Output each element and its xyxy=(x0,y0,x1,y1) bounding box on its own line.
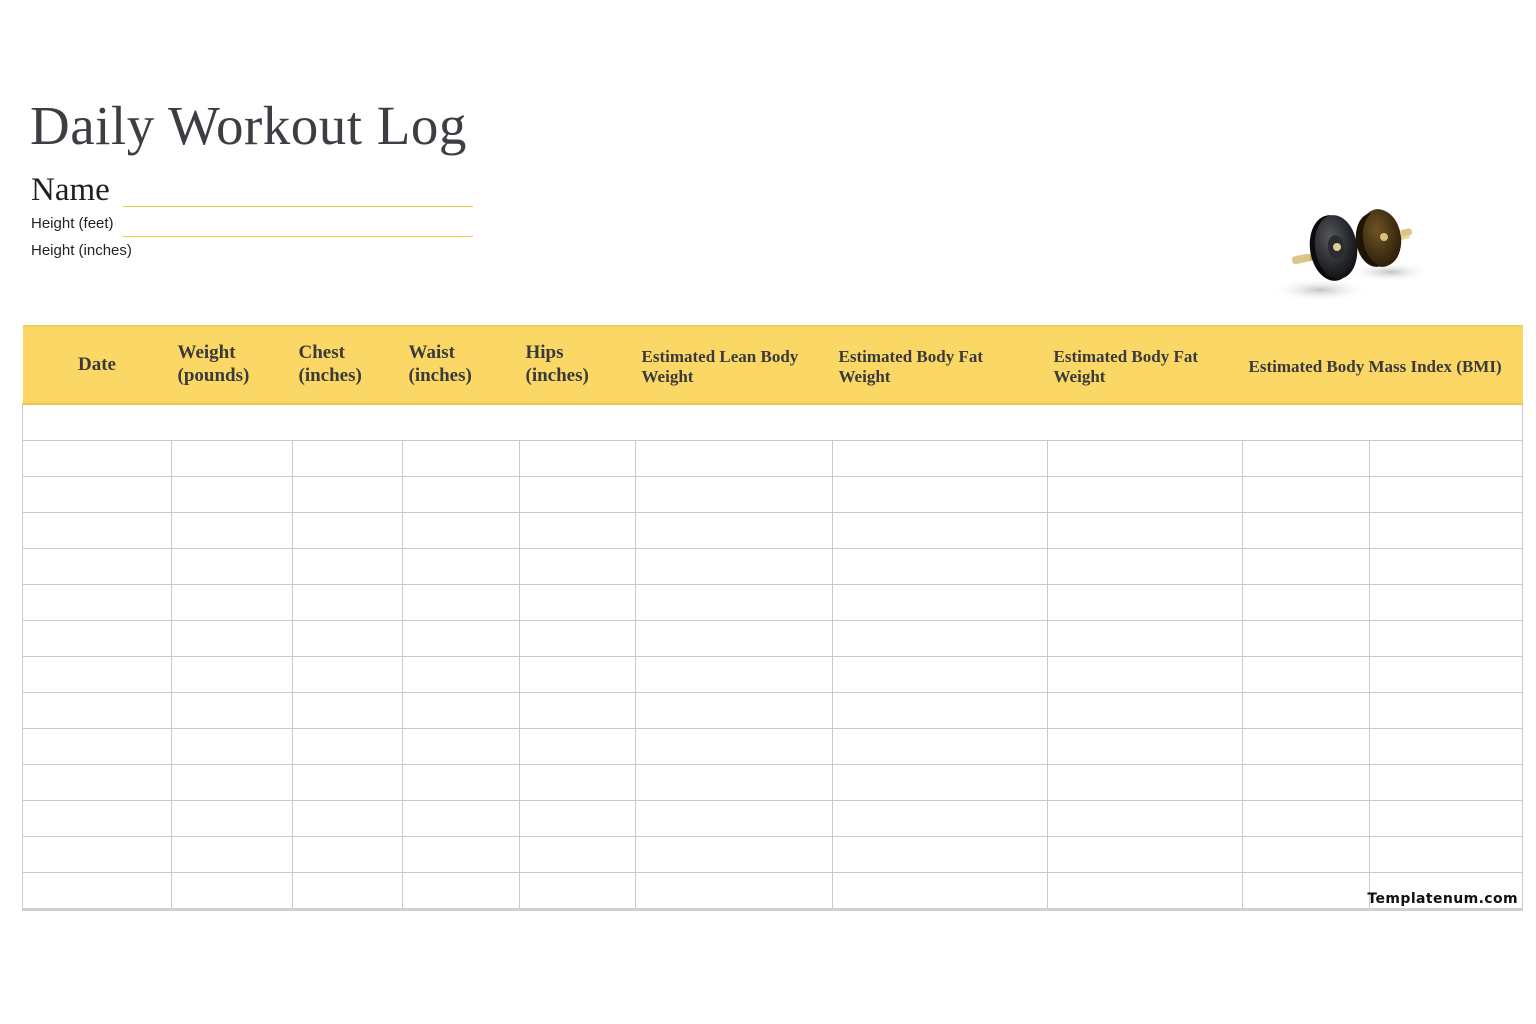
height-feet-field[interactable] xyxy=(123,236,473,237)
table-cell[interactable] xyxy=(833,801,1048,837)
table-cell[interactable] xyxy=(520,765,636,801)
table-cell[interactable] xyxy=(1243,693,1370,729)
table-cell[interactable] xyxy=(1243,657,1370,693)
column-header-body-fat-weight-2: Estimated Body Fat Weight xyxy=(1048,326,1243,404)
name-field[interactable] xyxy=(123,206,473,207)
table-cell[interactable] xyxy=(403,837,520,873)
table-cell[interactable] xyxy=(833,657,1048,693)
table-cell[interactable] xyxy=(403,477,520,513)
table-cell[interactable] xyxy=(403,549,520,585)
table-cell[interactable] xyxy=(520,837,636,873)
table-cell[interactable] xyxy=(1243,477,1370,513)
table-cell[interactable] xyxy=(172,477,293,513)
table-row xyxy=(23,729,1523,765)
table-cell[interactable] xyxy=(636,657,833,693)
table-cell[interactable] xyxy=(23,441,172,477)
table-cell[interactable] xyxy=(636,765,833,801)
table-cell[interactable] xyxy=(1243,729,1370,765)
table-cell[interactable] xyxy=(293,729,403,765)
table-row xyxy=(23,549,1523,585)
table-cell[interactable] xyxy=(833,693,1048,729)
table-row xyxy=(23,621,1523,657)
table-cell[interactable] xyxy=(833,765,1048,801)
table-body xyxy=(23,404,1523,910)
column-header-bmi: Estimated Body Mass Index (BMI) xyxy=(1243,326,1523,404)
table-cell[interactable] xyxy=(403,657,520,693)
column-header-chest: Chest (inches) xyxy=(293,326,403,404)
table-cell[interactable] xyxy=(636,729,833,765)
table-cell[interactable] xyxy=(23,477,172,513)
table-cell[interactable] xyxy=(293,657,403,693)
table-cell[interactable] xyxy=(1048,441,1243,477)
table-cell[interactable] xyxy=(293,441,403,477)
table-cell[interactable] xyxy=(1048,585,1243,621)
column-header-waist: Waist (inches) xyxy=(403,326,520,404)
table-cell[interactable] xyxy=(172,873,293,910)
table-cell[interactable] xyxy=(833,585,1048,621)
table-cell[interactable] xyxy=(403,729,520,765)
table-cell[interactable] xyxy=(23,657,172,693)
table-cell[interactable] xyxy=(833,513,1048,549)
table-cell[interactable] xyxy=(1048,837,1243,873)
table-cell[interactable] xyxy=(1048,693,1243,729)
table-cell[interactable] xyxy=(636,513,833,549)
table-cell[interactable] xyxy=(23,873,172,910)
table-cell[interactable] xyxy=(1370,693,1523,729)
table-row xyxy=(23,513,1523,549)
table-cell[interactable] xyxy=(1243,837,1370,873)
table-cell[interactable] xyxy=(403,513,520,549)
table-cell[interactable] xyxy=(833,873,1048,910)
table-cell[interactable] xyxy=(1370,585,1523,621)
table-cell[interactable] xyxy=(1370,513,1523,549)
table-cell[interactable] xyxy=(1370,837,1523,873)
table-cell[interactable] xyxy=(636,621,833,657)
height-inches-label: Height (inches) xyxy=(31,242,132,259)
table-cell[interactable] xyxy=(403,765,520,801)
table-cell[interactable] xyxy=(636,801,833,837)
table-cell[interactable] xyxy=(636,441,833,477)
table-cell[interactable] xyxy=(1370,621,1523,657)
workout-log-table xyxy=(22,325,1523,911)
table-cell[interactable] xyxy=(23,801,172,837)
table-cell[interactable] xyxy=(1370,477,1523,513)
table-cell[interactable] xyxy=(833,621,1048,657)
table-cell[interactable] xyxy=(403,693,520,729)
table-cell[interactable] xyxy=(172,585,293,621)
table-cell[interactable] xyxy=(293,585,403,621)
table-cell[interactable] xyxy=(636,477,833,513)
table-cell[interactable] xyxy=(293,549,403,585)
table-cell[interactable] xyxy=(833,729,1048,765)
table-cell[interactable] xyxy=(520,477,636,513)
table-cell[interactable] xyxy=(293,513,403,549)
table-cell[interactable] xyxy=(172,765,293,801)
table-cell[interactable] xyxy=(520,693,636,729)
table-cell[interactable] xyxy=(520,621,636,657)
table-row xyxy=(23,801,1523,837)
table-cell[interactable] xyxy=(1243,585,1370,621)
column-header-lean-body-weight: Estimated Lean Body Weight xyxy=(636,326,833,404)
table-cell[interactable] xyxy=(293,621,403,657)
table-cell[interactable] xyxy=(1048,513,1243,549)
header-separator-cell xyxy=(23,404,1523,441)
table-cell[interactable] xyxy=(23,549,172,585)
table-cell[interactable] xyxy=(293,765,403,801)
table-cell[interactable] xyxy=(1370,729,1523,765)
table-cell[interactable] xyxy=(1048,765,1243,801)
table-cell[interactable] xyxy=(1370,549,1523,585)
column-header-weight: Weight (pounds) xyxy=(172,326,293,404)
table-cell[interactable] xyxy=(1048,801,1243,837)
table-cell[interactable] xyxy=(520,513,636,549)
table-cell[interactable] xyxy=(23,837,172,873)
brand-watermark: Templatenum.com xyxy=(1367,891,1518,907)
table-cell[interactable] xyxy=(293,801,403,837)
table-cell[interactable] xyxy=(403,585,520,621)
table-cell[interactable] xyxy=(520,729,636,765)
table-cell[interactable] xyxy=(172,837,293,873)
table-cell[interactable] xyxy=(293,873,403,910)
table-cell[interactable] xyxy=(1243,801,1370,837)
table-cell[interactable] xyxy=(23,585,172,621)
table-cell[interactable] xyxy=(833,477,1048,513)
table-cell[interactable] xyxy=(636,549,833,585)
table-row xyxy=(23,585,1523,621)
table-cell[interactable] xyxy=(403,801,520,837)
table-cell[interactable] xyxy=(172,693,293,729)
table-cell[interactable] xyxy=(520,801,636,837)
table-cell[interactable] xyxy=(520,441,636,477)
table-cell[interactable] xyxy=(23,621,172,657)
column-header-body-fat-weight: Estimated Body Fat Weight xyxy=(833,326,1048,404)
table-cell[interactable] xyxy=(520,873,636,910)
table-cell[interactable] xyxy=(1243,621,1370,657)
table-cell[interactable] xyxy=(1370,657,1523,693)
column-header-date: Date xyxy=(23,326,172,404)
table-cell[interactable] xyxy=(172,513,293,549)
table-cell[interactable] xyxy=(636,585,833,621)
page-title: Daily Workout Log xyxy=(30,95,467,156)
table-cell[interactable] xyxy=(1243,873,1370,910)
table-row xyxy=(23,441,1523,477)
table-cell[interactable] xyxy=(636,693,833,729)
table-cell[interactable] xyxy=(23,513,172,549)
table-cell[interactable] xyxy=(23,729,172,765)
table-cell[interactable] xyxy=(1048,657,1243,693)
name-label: Name xyxy=(31,172,110,208)
height-feet-label: Height (feet) xyxy=(31,215,114,232)
table-cell[interactable] xyxy=(636,873,833,910)
table-cell[interactable] xyxy=(833,549,1048,585)
table-row xyxy=(23,657,1523,693)
table-cell[interactable] xyxy=(1243,549,1370,585)
table-cell[interactable] xyxy=(172,657,293,693)
table-cell[interactable] xyxy=(1370,765,1523,801)
table-row xyxy=(23,837,1523,873)
table-cell[interactable] xyxy=(833,837,1048,873)
table-cell[interactable] xyxy=(172,441,293,477)
table-cell[interactable] xyxy=(1048,549,1243,585)
table-row xyxy=(23,693,1523,729)
table-cell[interactable] xyxy=(833,441,1048,477)
table-row xyxy=(23,873,1523,910)
table-cell[interactable] xyxy=(23,693,172,729)
table-cell[interactable] xyxy=(636,837,833,873)
table-cell[interactable] xyxy=(172,621,293,657)
table-header-row xyxy=(23,326,1523,404)
table-cell[interactable] xyxy=(293,837,403,873)
table-cell[interactable] xyxy=(1048,873,1243,910)
table-cell[interactable] xyxy=(403,441,520,477)
dumbbell-icon xyxy=(1262,200,1438,308)
table-cell[interactable] xyxy=(403,873,520,910)
table-cell[interactable] xyxy=(293,693,403,729)
table-row xyxy=(23,765,1523,801)
table-cell[interactable] xyxy=(1370,801,1523,837)
table-cell[interactable] xyxy=(1048,477,1243,513)
table-cell[interactable] xyxy=(1243,513,1370,549)
table-cell[interactable] xyxy=(1048,621,1243,657)
table-cell[interactable] xyxy=(172,729,293,765)
table-row xyxy=(23,477,1523,513)
table-cell[interactable] xyxy=(1243,441,1370,477)
table-cell[interactable] xyxy=(23,765,172,801)
table-cell[interactable] xyxy=(520,585,636,621)
table-cell[interactable] xyxy=(403,621,520,657)
table-cell[interactable] xyxy=(172,801,293,837)
table-cell[interactable] xyxy=(520,657,636,693)
table-cell[interactable] xyxy=(1370,441,1523,477)
table-cell[interactable] xyxy=(1048,729,1243,765)
table-cell[interactable] xyxy=(520,549,636,585)
column-header-hips: Hips (inches) xyxy=(520,326,636,404)
table-cell[interactable] xyxy=(172,549,293,585)
header-separator xyxy=(23,404,1523,441)
table-cell[interactable] xyxy=(293,477,403,513)
table-cell[interactable] xyxy=(1243,765,1370,801)
